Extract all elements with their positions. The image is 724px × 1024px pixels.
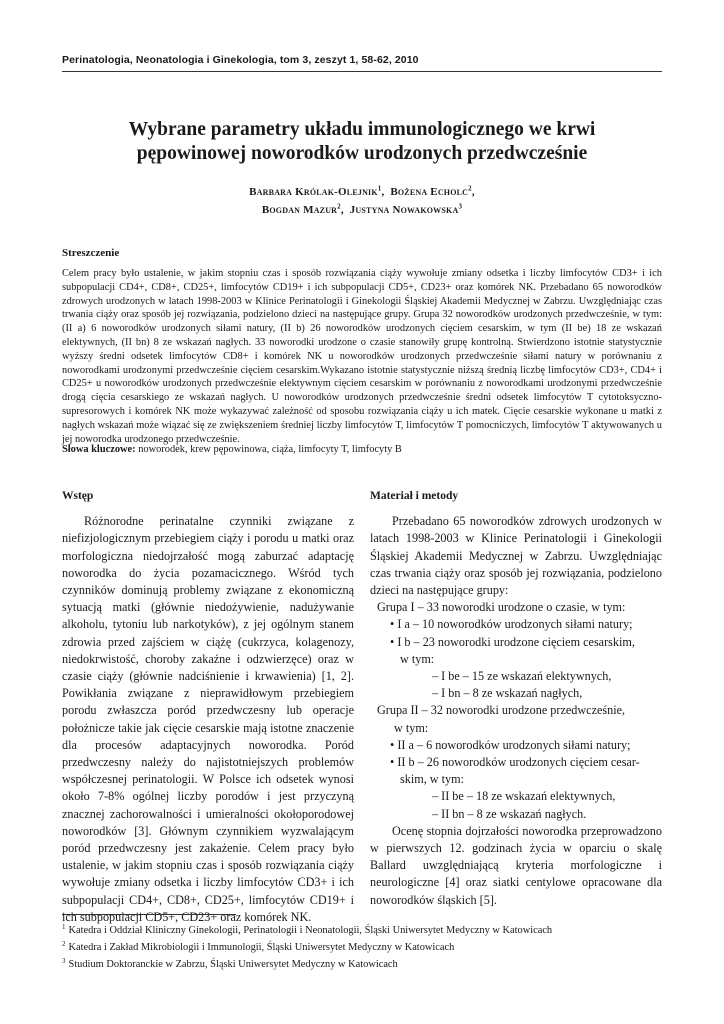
footnote xyxy=(62,939,662,956)
author-affiliation: 2 xyxy=(337,202,341,211)
group-list-item: • I a – 10 noworodków urodzonych siłami natury; xyxy=(390,617,633,632)
title-line-1: Wybrane parametry układu immunologicznego we krwi xyxy=(128,119,596,140)
group-list-item: Grupa II – 32 noworodki urodzone przedwcześnie, xyxy=(377,703,626,718)
group-list-item: • II a – 6 noworodków urodzonych siłami natury; xyxy=(390,737,631,752)
footnote-text: Katedra i Zakład Mikrobiologii i Immunologii, Śląski Uniwersytet Medyczny w Katowicach xyxy=(68,942,455,953)
authors-line-2: Bogdan Mazur$^2$, Justyna Nowakowska$^3$ xyxy=(261,202,463,216)
group-list-item: – I be – 15 ze wskazań elektywnych, xyxy=(432,669,612,684)
running-head: Perinatologia, Neonatologia i Ginekologia, tom 3, zeszyt 1, 58-62, 2010 xyxy=(62,54,419,66)
author-list xyxy=(62,183,662,219)
group-list-item: Grupa I – 33 noworodki urodzone o czasie, w tym: xyxy=(377,600,626,615)
abstract-heading: Streszczenie xyxy=(62,247,120,259)
footnote-text: Katedra i Oddział Kliniczny Ginekologii, Perinatologii i Neonatologii, Śląski Uniwersytet Medyczny w Katowicach xyxy=(68,925,553,936)
footnote-number: 3 xyxy=(62,956,66,965)
author-affiliation: 1 xyxy=(377,184,382,193)
header-rule xyxy=(62,71,662,72)
author-affiliation: 3 xyxy=(458,202,463,211)
authors-line-1: Barbara Królak-Olejnik$^1$, Bożena Echolc$^2$, xyxy=(249,184,475,198)
introduction-paragraph: Różnorodne perinatalne czynniki związane z niefizjologicznym przebiegiem ciąży i porodu u matki oraz morfologiczna niedojrzałość mogą zaburzać adaptację noworodka do życia pozamacicznego. Wśród tych czynników dominują problemy związane z ekonomiczną sytuacją matki (głównie niedożywienie, nadużywanie alkoholu, tytoniu lub narkotyków), z jej ogólnym stanem zdrowia przed zajściem w ciążę (cukrzyca, kolagenozy, niedokrwistość, choroby zakaźne i odzwierzęce) oraz w czasie ciąży (głównie nadciśnienie i krwawienia) [1, 2]. Powikłania związane z nieprawidłowym przebiegiem porodu zwłaszcza poród przedwczesny lub operacje położnicze takie jak cięcie cesarskie mają istotne znaczenie dla procesów adaptacyjnych noworodka. Poród przedwczesny należy do najistotniejszych problemów współczesnej perinatologii. W Polsce ich odsetek wynosi około 7-8% ogólnej liczby porodów i jest przyczyną znacznej zachorowalności i umieralności okołoporodowej noworodków [3]. Głównym czynnikiem wyzwalającym poród przedwczesny jest zakażenie. Celem pracy było ustalenie, w jakim stopniu czas i sposób rozwiązania ciąży wywołuje zmiany odsetka i liczby limfocytów CD3+ i ich subpopulacji CD4+, CD8+, CD25+, limfocytów CD19+ i ich subpopulacji CD5+, CD23+ oraz komórek NK. xyxy=(62,514,354,924)
footnote-rule xyxy=(62,914,236,915)
group-list-item: • I b – 23 noworodki urodzone cięciem cesarskim, xyxy=(390,634,635,649)
group-list-item: • II b – 26 noworodków urodzonych cięciem cesar- xyxy=(390,755,640,770)
right-column xyxy=(370,488,662,909)
group-list-item: – I bn – 8 ze wskazań nagłych, xyxy=(432,686,583,701)
keywords xyxy=(62,443,662,457)
section-heading-methods: Materiał i metody xyxy=(370,490,459,502)
footnote-text: Studium Doktoranckie w Zabrzu, Śląski Uniwersytet Medyczny w Katowicach xyxy=(68,959,398,970)
section-heading-introduction: Wstęp xyxy=(62,490,94,502)
title-line-2: pępowinowej noworodków urodzonych przedwcześnie xyxy=(136,143,588,164)
methods-outro-paragraph: Ocenę stopnia dojrzałości noworodka przeprowadzono w pierwszych 12. godzinach życia w oparciu o skalę Ballard uwzględniającą kryteria morfologiczne i neurologiczne [4] oraz siatki centylowe opracowane dla noworodków śląskich [5]. xyxy=(370,823,662,907)
group-list-item: skim, w tym: xyxy=(400,772,464,787)
group-list-item: w tym: xyxy=(394,720,429,735)
keywords-label: Słowa kluczowe: xyxy=(62,444,136,455)
footnote-number: 2 xyxy=(62,939,66,948)
abstract-text: Celem pracy było ustalenie, w jakim stopniu czas i sposób rozwiązania ciąży wywołuje zmiany odsetka i liczby limfocytów CD3+ i ich subpopulacji CD4+, CD8+, CD25+, limfocytów CD19+ i ich subpopulacji CD5+, CD23+ oraz komórek NK. Przebadano 65 noworodków zdrowych urodzonych w latach 1998-2003 w Klinice Perinatologii i Ginekologii Śląskiej Akademii Medycznej w Zabrzu. Uwzględniając czas trwania ciąży oraz sposób jej rozwiązania, podzielono dzieci na następujące grupy. Grupa 32 noworodków urodzonych przedwcześnie, w tym: (II a) 6 noworodków urodzonych siłami natury, (II b) 26 noworodków urodzonych cięciem cesarskim, w tym (II be) 18 ze wskazań elektywnych, (II bn) 8 ze wskazań nagłych. 33 noworodki urodzone o czasie stanowiły grupę kontrolną. Stwierdzono istotnie statystycznie wyższy średni odsetek limfocytów CD8+ i komórek NK u noworodków urodzonych przedwcześnie siłami natury w porównaniu z noworodkami urodzonymi przedwcześnie cięciem cesarskim.Wykazano istotnie statystycznie niższą średnią liczbę limfocytów CD3+, CD4+ i CD25+ u noworodków urodzonych przedwcześnie elektywnym cięciem cesarskim w porównaniu z noworodkami urodzonymi przedwcześnie drogą cięcia cesarskiego ze wskazań nagłych. U noworodków urodzonych przedwcześnie średni odsetek limfocytów T cytotoksyczno-supresorowych i komórek NK może wykazywać zależność od sposobu rozwiązania ciąży u ich matek. Cięcie cesarskie wykonane u matki z nagłych wskazań może wiązać się ze zwiększeniem średniej liczby limfocytów T, limfocytów T pomocniczych, limfocytów T aktywowanych u jej noworodka urodzonego przedwcześnie. xyxy=(62,268,662,445)
group-list-item: w tym: xyxy=(400,651,435,666)
author-name: Bożena Echolc xyxy=(390,186,469,198)
author-name: Barbara Królak-Olejnik xyxy=(249,186,378,198)
article-title xyxy=(62,118,662,166)
footnote xyxy=(62,922,662,939)
keywords-list: noworodek, krew pępowinowa, ciąża, limfocyty T, limfocyty B xyxy=(138,444,402,455)
group-list-item: – II bn – 8 ze wskazań nagłych. xyxy=(432,806,587,821)
author-name: Bogdan Mazur xyxy=(261,204,338,216)
author-name: Justyna Nowakowska xyxy=(349,204,459,216)
group-list-item: – II be – 18 ze wskazań elektywnych, xyxy=(432,789,616,804)
methods-intro-paragraph: Przebadano 65 noworodków zdrowych urodzonych w latach 1998-2003 w Klinice Perinatologii i Ginekologii Śląskiej Akademii Medycznej w Zabrzu. Uwzględniając czas trwania ciąży oraz sposób jej rozwiązania, podzielono dzieci na następujące grupy: xyxy=(370,514,662,598)
left-column xyxy=(62,488,354,926)
footnote xyxy=(62,956,662,973)
footnotes xyxy=(62,922,662,973)
footnote-number: 1 xyxy=(62,922,66,931)
author-affiliation: 2 xyxy=(468,184,472,193)
